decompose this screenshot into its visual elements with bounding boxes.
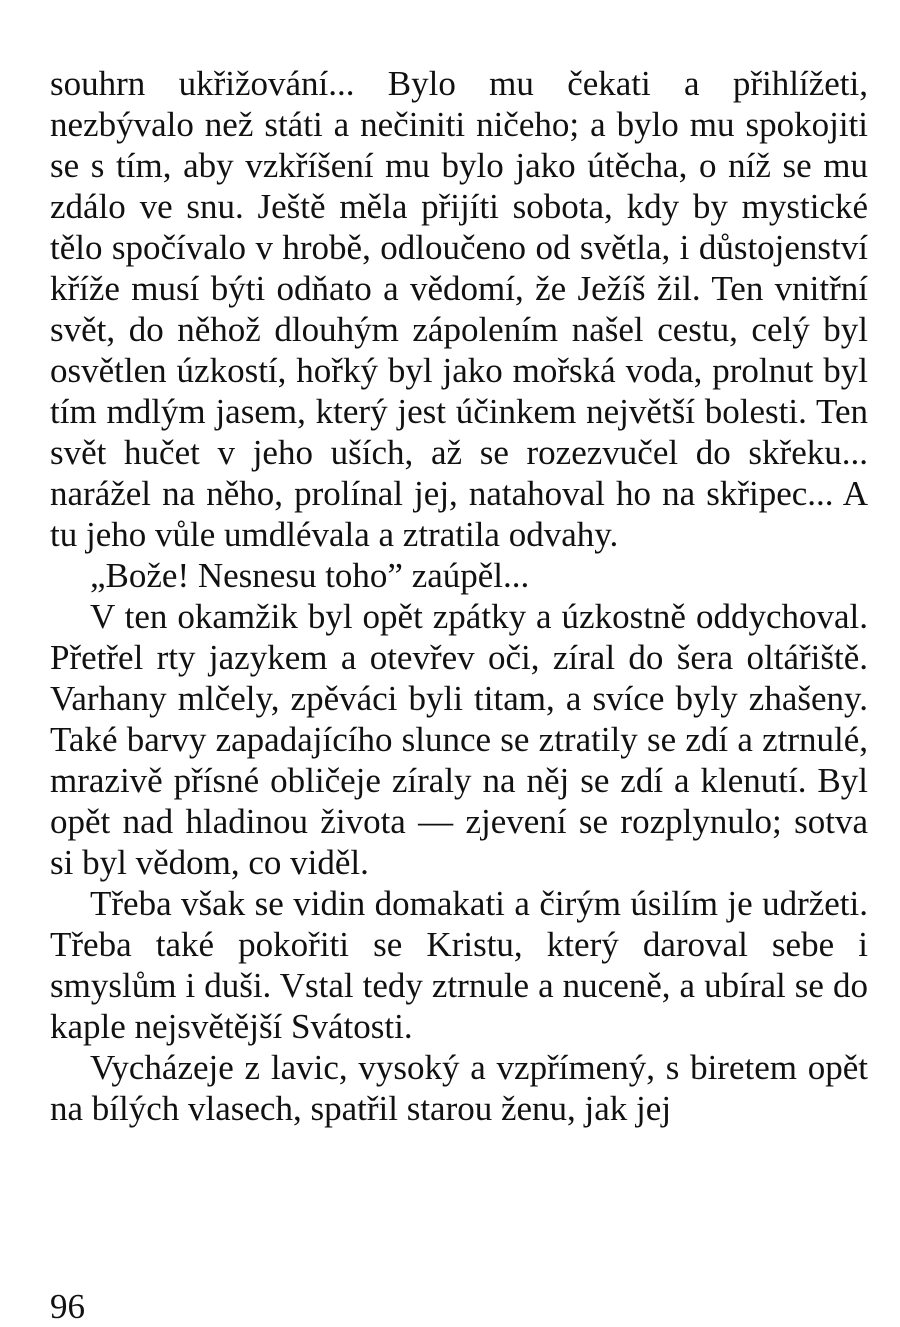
book-page-text	[50, 63, 868, 1129]
page-number: 96	[50, 1287, 85, 1326]
paragraph-3: V ten okamžik byl opět zpátky a úzkostně oddychoval. Přetřel rty jazykem a otevřev oči, zíral do šera oltářiště. Varhany mlčely, zpěváci byli titam, a svíce byly zhašeny. Také barvy zapadajícího slunce se ztratily se zdí a ztrnulé, mrazivě přísné obličeje zíraly na něj se zdí a klenutí. Byl opět nad hladinou života — zjevení se rozplynulo; sotva si byl vědom, co viděl.	[50, 597, 868, 882]
paragraph-1: souhrn ukřižování... Bylo mu čekati a přihlížeti, nezbývalo než státi a nečiniti ničeho; a bylo mu spokojiti se s tím, aby vzkříšení mu bylo jako útěcha, o níž se mu zdálo ve snu. Ještě měla přijíti sobota, kdy by mystické tělo spočívalo v hrobě, odloučeno od světla, i důstojenství kříže musí býti odňato a vědomí, že Ježíš žil. Ten vnitřní svět, do něhož dlouhým zápolením našel cestu, celý byl osvětlen úzkostí, hořký byl jako mořská voda, prolnut byl tím mdlým jasem, který jest účinkem největší bolesti. Ten svět hučet v jeho uších, až se rozezvučel do skřeku... narážel na něho, prolínal jej, natahoval ho na skřipec... A tu jeho vůle umdlévala a ztratila odvahy.	[50, 64, 868, 554]
paragraph-5: Vycházeje z lavic, vysoký a vzpřímený, s biretem opět na bílých vlasech, spatřil starou ženu, jak jej	[50, 1048, 868, 1128]
paragraph-2: „Bože! Nesnesu toho” zaúpěl...	[90, 556, 530, 595]
paragraph-4: Třeba však se vidin domakati a čirým úsilím je udržeti. Třeba také pokořiti se Kristu, který daroval sebe i smyslům i duši. Vstal tedy ztrnule a nuceně, a ubíral se do kaple nejsvětější Svátosti.	[50, 884, 868, 1046]
